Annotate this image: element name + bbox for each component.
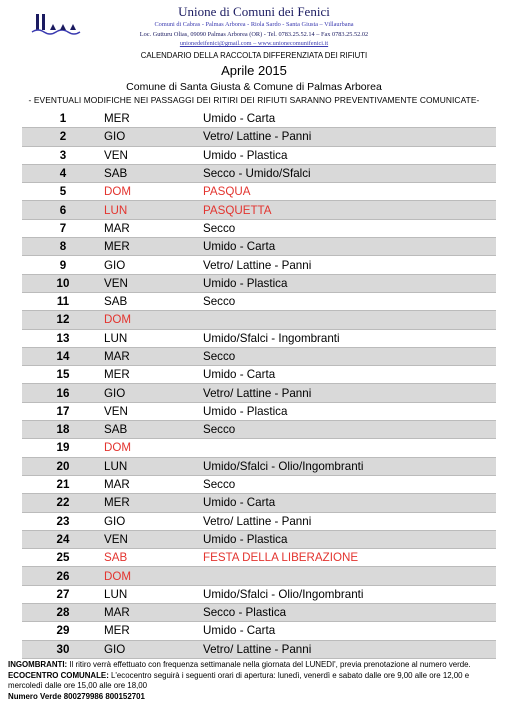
- weekday: LUN: [104, 329, 203, 347]
- table-row: [22, 183, 496, 201]
- table-row: [22, 219, 496, 237]
- service: PASQUA: [203, 183, 496, 201]
- day-number: 1: [22, 110, 104, 128]
- numero-verde: Numero Verde 800279986 800152701: [8, 691, 145, 701]
- document-header: [0, 0, 508, 108]
- day-number: 2: [22, 128, 104, 146]
- day-number: 7: [22, 219, 104, 237]
- month-title: Aprile 2015: [221, 63, 287, 78]
- weekday: MER: [104, 366, 203, 384]
- weekday: DOM: [104, 311, 203, 329]
- weekday: GIO: [104, 128, 203, 146]
- weekday: SAB: [104, 164, 203, 182]
- table-row: [22, 201, 496, 219]
- service: Secco - Plastica: [203, 604, 496, 622]
- org-contacts-link[interactable]: unionedeifenici@gmail.com – www.unionecomunifenici.it: [179, 40, 329, 47]
- service: Umido - Carta: [203, 622, 496, 640]
- service: Vetro/ Lattine - Panni: [203, 384, 496, 402]
- day-number: 22: [22, 494, 104, 512]
- table-row: [22, 292, 496, 310]
- day-number: 18: [22, 421, 104, 439]
- table-row: [22, 567, 496, 585]
- day-number: 15: [22, 366, 104, 384]
- table-row: [22, 402, 496, 420]
- service: Secco: [203, 292, 496, 310]
- table-row: [22, 274, 496, 292]
- service: Umido - Plastica: [203, 402, 496, 420]
- table-row: [22, 146, 496, 164]
- service: Umido - Plastica: [203, 274, 496, 292]
- service: Umido/Sfalci - Ingombranti: [203, 329, 496, 347]
- table-row: [22, 622, 496, 640]
- changes-notice: - EVENTUALI MODIFICHE NEI PASSAGGI DEI RITIRI DEI RIFIUTI SARANNO PREVENTIVAMENTE COMUNICATE-: [28, 95, 480, 105]
- weekday: LUN: [104, 585, 203, 603]
- day-number: 4: [22, 164, 104, 182]
- weekday: MAR: [104, 604, 203, 622]
- weekday: MER: [104, 622, 203, 640]
- service: [203, 311, 496, 329]
- service: Umido - Plastica: [203, 146, 496, 164]
- ingombranti-label: INGOMBRANTI:: [8, 660, 68, 669]
- day-number: 14: [22, 347, 104, 365]
- weekday: MER: [104, 494, 203, 512]
- weekday: SAB: [104, 549, 203, 567]
- collection-calendar-table: [22, 110, 496, 659]
- day-number: 9: [22, 256, 104, 274]
- weekday: MAR: [104, 347, 203, 365]
- ecocentro-text: L'ecocentro seguirà i seguenti orari di apertura: lunedì, venerdì e sabato dalle ore 9,00 alle ore 12,00 e mercoledì dalle ore 15,00 alle ore 18,00: [8, 670, 470, 690]
- weekday: LUN: [104, 457, 203, 475]
- weekday: VEN: [104, 530, 203, 548]
- weekday: LUN: [104, 201, 203, 219]
- day-number: 3: [22, 146, 104, 164]
- service: Umido/Sfalci - Olio/Ingombranti: [203, 585, 496, 603]
- weekday: SAB: [104, 421, 203, 439]
- day-number: 26: [22, 567, 104, 585]
- table-row: [22, 585, 496, 603]
- day-number: 17: [22, 402, 104, 420]
- table-row: [22, 311, 496, 329]
- table-row: [22, 512, 496, 530]
- comune-subtitle: Comune di Santa Giusta & Comune di Palmas Arborea: [126, 81, 382, 93]
- day-number: 19: [22, 439, 104, 457]
- day-number: 20: [22, 457, 104, 475]
- footer-notes: [8, 660, 500, 702]
- day-number: 8: [22, 238, 104, 256]
- service: Umido - Carta: [203, 494, 496, 512]
- service: [203, 567, 496, 585]
- service: Umido - Plastica: [203, 530, 496, 548]
- day-number: 24: [22, 530, 104, 548]
- service: Umido - Carta: [203, 238, 496, 256]
- day-number: 12: [22, 311, 104, 329]
- service: Secco: [203, 475, 496, 493]
- service: PASQUETTA: [203, 201, 496, 219]
- weekday: GIO: [104, 640, 203, 658]
- ecocentro-label: ECOCENTRO COMUNALE:: [8, 670, 109, 680]
- table-row: [22, 256, 496, 274]
- day-number: 23: [22, 512, 104, 530]
- service: Secco - Umido/Sfalci: [203, 164, 496, 182]
- service: Vetro/ Lattine - Panni: [203, 640, 496, 658]
- weekday: GIO: [104, 512, 203, 530]
- service: Secco: [203, 347, 496, 365]
- weekday: VEN: [104, 274, 203, 292]
- day-number: 11: [22, 292, 104, 310]
- table-row: [22, 457, 496, 475]
- weekday: MER: [104, 110, 203, 128]
- service: Vetro/ Lattine - Panni: [203, 256, 496, 274]
- weekday: GIO: [104, 256, 203, 274]
- table-row: [22, 530, 496, 548]
- day-number: 29: [22, 622, 104, 640]
- service: Umido - Carta: [203, 110, 496, 128]
- day-number: 21: [22, 475, 104, 493]
- service: [203, 439, 496, 457]
- day-number: 30: [22, 640, 104, 658]
- table-row: [22, 238, 496, 256]
- day-number: 27: [22, 585, 104, 603]
- table-row: [22, 347, 496, 365]
- weekday: VEN: [104, 146, 203, 164]
- table-row: [22, 110, 496, 128]
- service: Umido/Sfalci - Olio/Ingombranti: [203, 457, 496, 475]
- table-row: [22, 384, 496, 402]
- service: Secco: [203, 219, 496, 237]
- day-number: 5: [22, 183, 104, 201]
- day-number: 16: [22, 384, 104, 402]
- day-number: 6: [22, 201, 104, 219]
- day-number: 10: [22, 274, 104, 292]
- weekday: MAR: [104, 219, 203, 237]
- table-row: [22, 164, 496, 182]
- weekday: DOM: [104, 567, 203, 585]
- org-title: Unione di Comuni dei Fenici: [178, 4, 330, 19]
- day-number: 28: [22, 604, 104, 622]
- table-row: [22, 494, 496, 512]
- service: Secco: [203, 421, 496, 439]
- table-row: [22, 640, 496, 658]
- table-row: [22, 421, 496, 439]
- day-number: 25: [22, 549, 104, 567]
- ingombranti-note: [8, 660, 500, 671]
- table-row: [22, 439, 496, 457]
- org-address: Loc. Gutturu Olias, 09090 Palmas Arborea (OR) - Tel. 0783.25.52.14 – Fax 0783.25.52.02: [139, 31, 369, 38]
- weekday: SAB: [104, 292, 203, 310]
- table-row: [22, 549, 496, 567]
- weekday: GIO: [104, 384, 203, 402]
- table-row: [22, 604, 496, 622]
- ingombranti-text: Il ritiro verrà effettuato con frequenza settimanale nella giornata del LUNEDI', previa prenotazione al numero verde.: [67, 660, 471, 669]
- service: Vetro/ Lattine - Panni: [203, 128, 496, 146]
- org-member-towns: Comuni di Cabras - Palmas Arborea - Riola Sardo - Santa Giusta – Villaurbana: [154, 21, 354, 28]
- weekday: DOM: [104, 439, 203, 457]
- table-row: [22, 128, 496, 146]
- table-row: [22, 475, 496, 493]
- weekday: VEN: [104, 402, 203, 420]
- service: Vetro/ Lattine - Panni: [203, 512, 496, 530]
- table-row: [22, 329, 496, 347]
- weekday: MAR: [104, 475, 203, 493]
- calendar-title: CALENDARIO DELLA RACCOLTA DIFFERENZIATA DEI RIFIUTI: [140, 51, 368, 60]
- ecocentro-note: [8, 671, 500, 692]
- day-number: 13: [22, 329, 104, 347]
- weekday: MER: [104, 238, 203, 256]
- service: FESTA DELLA LIBERAZIONE: [203, 549, 496, 567]
- weekday: DOM: [104, 183, 203, 201]
- service: Umido - Carta: [203, 366, 496, 384]
- table-row: [22, 366, 496, 384]
